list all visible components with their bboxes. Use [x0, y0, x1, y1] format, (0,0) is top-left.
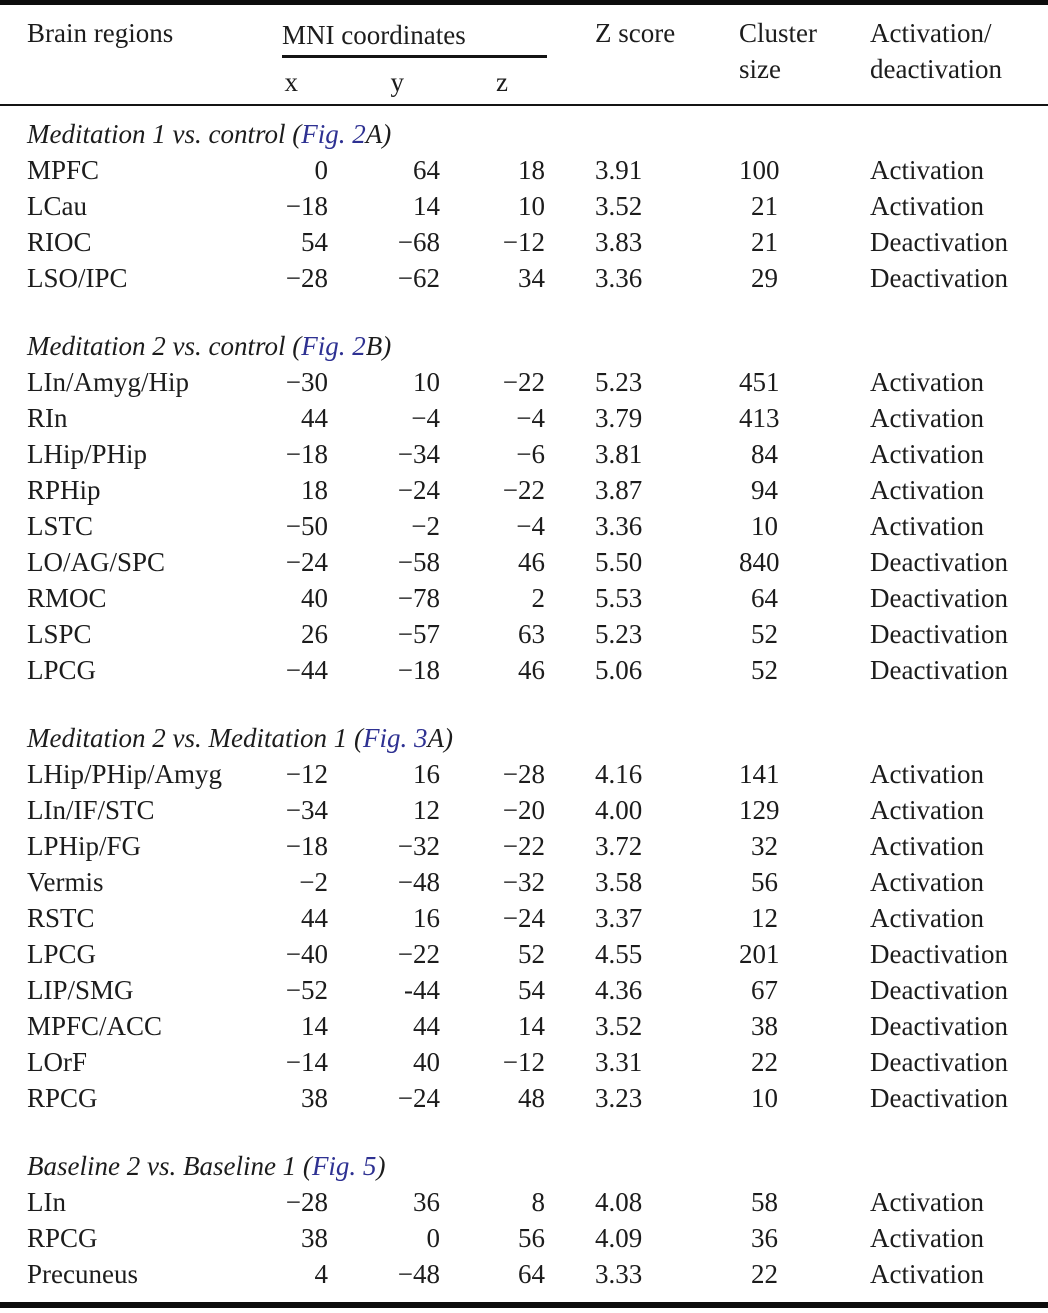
cell-z-score: 3.33 [595, 1259, 643, 1289]
section-title [27, 116, 1048, 152]
cell-z-score: 5.06 [595, 655, 643, 685]
column-header-z-score: Z score [595, 18, 676, 48]
cell-z-score: 4.16 [595, 759, 643, 789]
cell-cluster-size: 12 [751, 903, 778, 933]
column-header-cluster-size [739, 15, 870, 87]
table-row [27, 188, 1048, 224]
cell-cluster-size: 129 [739, 795, 780, 825]
cell-brain-region: LPCG [27, 939, 97, 969]
cell-activation: Activation [870, 1259, 984, 1289]
cell-z-score: 4.36 [595, 975, 643, 1005]
cell-brain-region: RPCG [27, 1083, 98, 1113]
cell-brain-region: LSTC [27, 511, 94, 541]
cell-z-score: 3.81 [595, 439, 643, 469]
cell-activation: Activation [870, 155, 984, 185]
cell-activation: Activation [870, 1223, 984, 1253]
cell-brain-region: Precuneus [27, 1259, 138, 1289]
cell-z: −28 [502, 759, 545, 789]
table-row [27, 508, 1048, 544]
table-row [27, 828, 1048, 864]
cell-z: −20 [502, 795, 545, 825]
column-header-activation [870, 15, 1048, 87]
cell-y: 14 [413, 191, 440, 221]
cell-z-score: 5.50 [595, 547, 643, 577]
cell-x: −28 [285, 263, 328, 293]
section-title-suffix: B) [365, 331, 392, 361]
cell-y: 36 [413, 1187, 440, 1217]
cell-cluster-size: 10 [751, 1083, 778, 1113]
cell-z-score: 3.83 [595, 227, 643, 257]
column-header-y: y [390, 67, 404, 97]
cell-z-score: 4.55 [595, 939, 643, 969]
cell-activation: Activation [870, 759, 984, 789]
cell-z-score: 3.72 [595, 831, 643, 861]
table-row [27, 1220, 1048, 1256]
figure-link[interactable]: Fig. 3 [362, 723, 428, 753]
cell-y: −34 [397, 439, 440, 469]
section-rows [27, 152, 1048, 296]
cell-y: 10 [413, 367, 440, 397]
cell-z-score: 3.87 [595, 475, 643, 505]
cell-z: 48 [518, 1083, 545, 1113]
cell-z: −22 [502, 367, 545, 397]
table-row [27, 936, 1048, 972]
cell-y: 64 [413, 155, 440, 185]
cell-x: −2 [299, 867, 328, 897]
cell-activation: Deactivation [870, 1047, 1008, 1077]
cell-y: −24 [397, 475, 440, 505]
section-title-prefix: Meditation 2 vs. control ( [27, 331, 302, 361]
cell-x: −18 [285, 439, 328, 469]
section-title-prefix: Meditation 1 vs. control ( [27, 119, 302, 149]
cell-cluster-size: 64 [751, 583, 778, 613]
cell-z-score: 3.37 [595, 903, 643, 933]
cell-x: 38 [301, 1223, 328, 1253]
cell-cluster-size: 84 [751, 439, 778, 469]
table-row [27, 972, 1048, 1008]
cell-x: −44 [285, 655, 328, 685]
table-row [27, 756, 1048, 792]
table-row [27, 1044, 1048, 1080]
cell-z: 18 [518, 155, 545, 185]
cell-activation: Deactivation [870, 939, 1008, 969]
cell-activation: Activation [870, 903, 984, 933]
cell-cluster-size: 10 [751, 511, 778, 541]
cell-y: 40 [413, 1047, 440, 1077]
cell-z: 63 [518, 619, 545, 649]
cell-cluster-size: 451 [739, 367, 780, 397]
cell-x: −18 [285, 831, 328, 861]
cell-brain-region: LIn/Amyg/Hip [27, 367, 189, 397]
cell-activation: Activation [870, 831, 984, 861]
cell-y: −62 [397, 263, 440, 293]
cell-x: 26 [301, 619, 328, 649]
cell-y: −57 [397, 619, 440, 649]
table-row [27, 472, 1048, 508]
cluster-header-line2: size [739, 54, 781, 84]
cell-cluster-size: 29 [751, 263, 778, 293]
cell-cluster-size: 201 [739, 939, 780, 969]
column-group-mni [282, 15, 545, 100]
column-header-mni-coordinates: MNI coordinates [282, 15, 547, 58]
cell-brain-region: LSPC [27, 619, 92, 649]
cell-brain-region: LPHip/FG [27, 831, 142, 861]
column-header-brain-regions: Brain regions [27, 18, 174, 48]
cell-activation: Deactivation [870, 1083, 1008, 1113]
cell-activation: Activation [870, 795, 984, 825]
cell-z: 14 [518, 1011, 545, 1041]
cell-z: −4 [516, 511, 545, 541]
cell-y: −78 [397, 583, 440, 613]
cell-x: 0 [314, 155, 328, 185]
cell-brain-region: LOrF [27, 1047, 87, 1077]
cell-cluster-size: 52 [751, 619, 778, 649]
cell-activation: Deactivation [870, 619, 1008, 649]
table-row [27, 260, 1048, 296]
cell-x: 18 [301, 475, 328, 505]
cell-cluster-size: 141 [739, 759, 780, 789]
table-row [27, 580, 1048, 616]
cell-cluster-size: 22 [751, 1047, 778, 1077]
section-rows [27, 1184, 1048, 1292]
cell-activation: Deactivation [870, 655, 1008, 685]
cell-y: -44 [404, 975, 440, 1005]
cell-brain-region: LSO/IPC [27, 263, 128, 293]
cell-z-score: 3.31 [595, 1047, 643, 1077]
cell-z-score: 3.52 [595, 1011, 643, 1041]
cell-z-score: 4.08 [595, 1187, 643, 1217]
cell-cluster-size: 100 [739, 155, 780, 185]
cell-x: 40 [301, 583, 328, 613]
cell-activation: Activation [870, 439, 984, 469]
cell-y: −48 [397, 867, 440, 897]
table-row [27, 400, 1048, 436]
table-row [27, 1256, 1048, 1292]
cell-x: −24 [285, 547, 328, 577]
cell-z: 46 [518, 655, 545, 685]
table-row [27, 864, 1048, 900]
cell-brain-region: RPCG [27, 1223, 98, 1253]
cell-brain-region: RIn [27, 403, 68, 433]
table-row [27, 616, 1048, 652]
cell-brain-region: RSTC [27, 903, 95, 933]
table-row [27, 436, 1048, 472]
cell-y: −32 [397, 831, 440, 861]
cell-cluster-size: 32 [751, 831, 778, 861]
cell-z: 54 [518, 975, 545, 1005]
cell-x: −34 [285, 795, 328, 825]
cell-cluster-size: 52 [751, 655, 778, 685]
cell-x: −14 [285, 1047, 328, 1077]
cell-brain-region: RIOC [27, 227, 92, 257]
cell-x: 14 [301, 1011, 328, 1041]
cell-x: −30 [285, 367, 328, 397]
cell-activation: Activation [870, 511, 984, 541]
cell-brain-region: LHip/PHip/Amyg [27, 759, 223, 789]
cell-z-score: 4.00 [595, 795, 643, 825]
cell-x: 44 [301, 403, 328, 433]
cell-brain-region: LIP/SMG [27, 975, 134, 1005]
table-section [27, 116, 1048, 296]
cell-y: −18 [397, 655, 440, 685]
cell-cluster-size: 94 [751, 475, 778, 505]
section-title [27, 720, 1048, 756]
table-row [27, 652, 1048, 688]
cell-activation: Deactivation [870, 547, 1008, 577]
cell-y: 0 [426, 1223, 440, 1253]
section-title-suffix: A) [365, 119, 392, 149]
cell-brain-region: LPCG [27, 655, 97, 685]
cell-y: 12 [413, 795, 440, 825]
cell-y: −68 [397, 227, 440, 257]
mni-subheaders [282, 64, 545, 100]
cell-activation: Activation [870, 403, 984, 433]
cell-z-score: 3.36 [595, 263, 643, 293]
cell-cluster-size: 22 [751, 1259, 778, 1289]
cluster-header-line1: Cluster [739, 18, 817, 48]
table-row [27, 224, 1048, 260]
cell-z: −22 [502, 475, 545, 505]
cell-activation: Activation [870, 867, 984, 897]
cell-brain-region: RPHip [27, 475, 101, 505]
section-title [27, 328, 1048, 364]
cell-x: −12 [285, 759, 328, 789]
cell-activation: Deactivation [870, 263, 1008, 293]
table-row [27, 792, 1048, 828]
cell-brain-region: LO/AG/SPC [27, 547, 166, 577]
cell-brain-region: MPFC [27, 155, 100, 185]
cell-z-score: 3.36 [595, 511, 643, 541]
cell-z: 10 [518, 191, 545, 221]
section-rows [27, 756, 1048, 1116]
cell-activation: Activation [870, 367, 984, 397]
cell-activation: Deactivation [870, 1011, 1008, 1041]
cell-cluster-size: 56 [751, 867, 778, 897]
cell-z: −22 [502, 831, 545, 861]
cell-y: −58 [397, 547, 440, 577]
column-header-x: x [284, 67, 298, 97]
cell-brain-region: Vermis [27, 867, 104, 897]
cell-x: 4 [314, 1259, 328, 1289]
cell-y: −24 [397, 1083, 440, 1113]
table-body [0, 116, 1048, 1302]
cell-brain-region: LIn/IF/STC [27, 795, 155, 825]
cell-x: −50 [285, 511, 328, 541]
section-title-prefix: Baseline 2 vs. Baseline 1 ( [27, 1151, 312, 1181]
cell-z: −24 [502, 903, 545, 933]
cell-z: −4 [516, 403, 545, 433]
table-row [27, 1008, 1048, 1044]
table-row [27, 1184, 1048, 1220]
section-title-suffix: A) [427, 723, 453, 753]
cell-y: −4 [411, 403, 440, 433]
table-section [27, 328, 1048, 688]
cell-z: 2 [531, 583, 545, 613]
table-row [27, 900, 1048, 936]
table-header [0, 0, 1048, 106]
cell-cluster-size: 36 [751, 1223, 778, 1253]
section-title-suffix: ) [376, 1151, 386, 1181]
cell-z-score: 4.09 [595, 1223, 643, 1253]
cell-x: 54 [301, 227, 328, 257]
figure-link[interactable]: Fig. 5 [311, 1151, 377, 1181]
cell-brain-region: LCau [27, 191, 87, 221]
cell-activation: Deactivation [870, 583, 1008, 613]
cell-y: −2 [411, 511, 440, 541]
table-row [27, 364, 1048, 400]
cell-x: −18 [285, 191, 328, 221]
cell-brain-region: MPFC/ACC [27, 1011, 163, 1041]
cell-z: 46 [518, 547, 545, 577]
cell-brain-region: LIn [27, 1187, 66, 1217]
table-row [27, 1080, 1048, 1116]
table-section [27, 1148, 1048, 1292]
cell-z: −12 [502, 227, 545, 257]
section-title [27, 1148, 1048, 1184]
cell-z: 64 [518, 1259, 545, 1289]
table-row [27, 544, 1048, 580]
cell-cluster-size: 21 [751, 191, 778, 221]
cell-x: −40 [285, 939, 328, 969]
cell-cluster-size: 21 [751, 227, 778, 257]
cell-y: 44 [413, 1011, 440, 1041]
activation-header-line2: deactivation [870, 54, 1002, 84]
cell-x: 38 [301, 1083, 328, 1113]
cell-z: 34 [518, 263, 545, 293]
cell-z: −12 [502, 1047, 545, 1077]
cell-y: 16 [413, 903, 440, 933]
cell-activation: Deactivation [870, 227, 1008, 257]
column-header-z: z [496, 67, 508, 97]
figure-link[interactable]: Fig. 2 [301, 331, 366, 361]
table-row [27, 152, 1048, 188]
cell-cluster-size: 58 [751, 1187, 778, 1217]
cell-cluster-size: 67 [751, 975, 778, 1005]
cell-z: −32 [502, 867, 545, 897]
cell-z-score: 3.91 [595, 155, 643, 185]
cell-z-score: 3.23 [595, 1083, 643, 1113]
table-section [27, 720, 1048, 1116]
cell-x: 44 [301, 903, 328, 933]
activation-header-line1: Activation/ [870, 18, 992, 48]
cell-z-score: 3.79 [595, 403, 643, 433]
cell-y: −22 [397, 939, 440, 969]
cell-cluster-size: 38 [751, 1011, 778, 1041]
cell-brain-region: RMOC [27, 583, 107, 613]
cell-z: 52 [518, 939, 545, 969]
cell-z-score: 5.53 [595, 583, 643, 613]
cell-z-score: 3.52 [595, 191, 643, 221]
cell-y: 16 [413, 759, 440, 789]
figure-link[interactable]: Fig. 2 [301, 119, 366, 149]
cell-z: 56 [518, 1223, 545, 1253]
cell-z-score: 5.23 [595, 619, 643, 649]
cell-activation: Activation [870, 475, 984, 505]
cell-x: −52 [285, 975, 328, 1005]
cell-z-score: 3.58 [595, 867, 643, 897]
cell-z: −6 [516, 439, 545, 469]
cell-brain-region: LHip/PHip [27, 439, 148, 469]
cell-z: 8 [531, 1187, 545, 1217]
section-title-prefix: Meditation 2 vs. Meditation 1 ( [27, 723, 363, 753]
cell-cluster-size: 840 [739, 547, 780, 577]
section-rows [27, 364, 1048, 688]
cell-z-score: 5.23 [595, 367, 643, 397]
cell-activation: Deactivation [870, 975, 1008, 1005]
cell-activation: Activation [870, 191, 984, 221]
cell-x: −28 [285, 1187, 328, 1217]
cell-y: −48 [397, 1259, 440, 1289]
cell-cluster-size: 413 [739, 403, 780, 433]
cell-activation: Activation [870, 1187, 984, 1217]
